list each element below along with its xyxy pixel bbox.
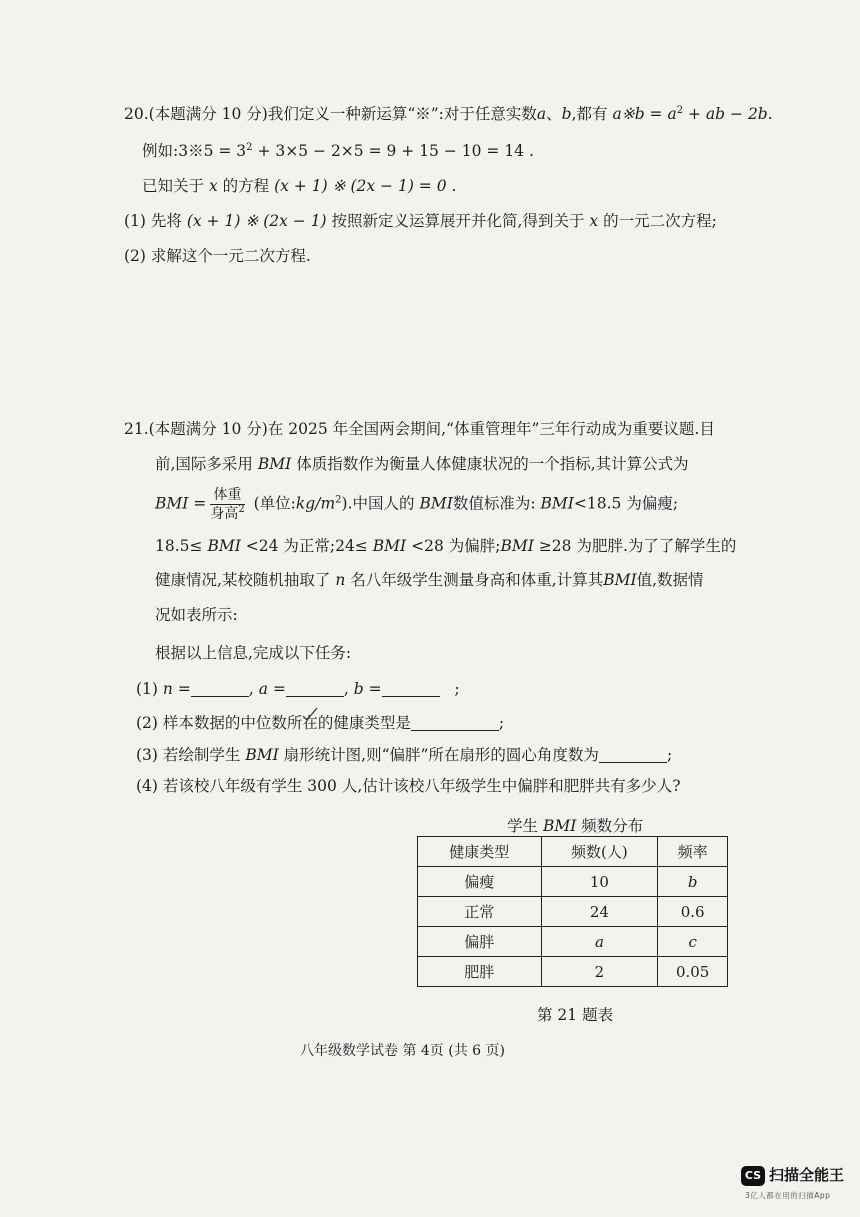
q21-line4: 18.5≤ BMI <24 为正常;24≤ BMI <28 为偏胖;BMI ≥28 为肥胖.为了了解学生的 [155, 537, 737, 555]
page-footer: 八年级数学试卷 第 4页 (共 6 页) [300, 1043, 505, 1059]
table-header-cell: 频数(人) [541, 837, 658, 867]
camscanner-name: 扫描全能王 [769, 1166, 845, 1184]
q21-tasks-intro: 根据以上信息,完成以下任务: [155, 644, 352, 662]
answer-blank-n [191, 680, 249, 697]
answer-blank-angle [599, 746, 667, 763]
table-cell: 0.05 [658, 957, 728, 987]
q21-line5: 健康情况,某校随机抽取了 n 名八年级学生测量身高和体重,计算其BMI值,数据情 [155, 571, 704, 589]
q21-line6: 况如表所示: [155, 606, 238, 624]
table-cell: 肥胖 [418, 957, 542, 987]
table-caption: 第 21 题表 [537, 1006, 614, 1024]
table-row [418, 957, 728, 987]
q21-task3: (3) 若绘制学生 BMI 扇形统计图,则“偏胖”所在扇形的圆心角度数为 ; [136, 746, 673, 764]
camscanner-logo: CS [741, 1166, 765, 1186]
bmi-frequency-table [417, 836, 728, 987]
answer-blank-b [382, 680, 440, 697]
table-cell: 正常 [418, 897, 542, 927]
table-cell: b [658, 867, 728, 897]
table-header-row [418, 837, 728, 867]
table-cell: 2 [541, 957, 658, 987]
table-title: 学生 BMI 频数分布 [507, 817, 644, 835]
q20-given: 已知关于 x 的方程 (x + 1) ※ (2x − 1) = 0 . [142, 177, 457, 195]
answer-blank-a [286, 680, 344, 697]
table-cell: 0.6 [658, 897, 728, 927]
answer-blank-type [411, 714, 499, 731]
q20-example: 例如:3※5 = $3^2 + 3\times 5 - 2\times 5 = 9 + 15 - 10 = 14$ . [142, 142, 534, 160]
table-cell: 10 [541, 867, 658, 897]
q21-task1: (1) n = , a = , b = ; [136, 680, 460, 698]
table-cell: a [541, 927, 658, 957]
q20-sub2: (2) 求解这个一元二次方程. [124, 247, 311, 265]
table-header-cell: 健康类型 [418, 837, 542, 867]
table-cell: 偏胖 [418, 927, 542, 957]
pen-tick-mark [302, 707, 318, 721]
q20-heading: 20.(本题满分 10 分)我们定义一种新运算“※”:对于任意实数a、b,都有 a※b = $a^2$ + ab − 2b. [124, 105, 773, 123]
camscanner-tagline: 3亿人都在用的扫描App [745, 1191, 831, 1200]
bmi-fraction: $\frac{\text{体重}}{身高^2}$ [210, 487, 245, 522]
q21-task2: (2) 样本数据的中位数所在的健康类型是 ; [136, 714, 505, 732]
q21-heading: 21.(本题满分 10 分)在 2025 年全国两会期间,“体重管理年”三年行动成为重要议题.目 [124, 420, 715, 438]
q21-line2: 前,国际多采用 BMI 体质指数作为衡量人体健康状况的一个指标,其计算公式为 [155, 455, 689, 473]
q21-formula-line: BMI = $\frac{\text{体重}}{身高^2}$ (单位$:kg/m^2$).中国人的 BMI数值标准为: BMI<18.5 为偏瘦; [155, 487, 679, 522]
table-cell: c [658, 927, 728, 957]
q20-sub1: (1) 先将 (x + 1) ※ (2x − 1) 按照新定义运算展开并化简,得到关于 x 的一元二次方程; [124, 212, 717, 230]
table-cell: 24 [541, 897, 658, 927]
table-row [418, 867, 728, 897]
q21-task4: (4) 若该校八年级有学生 300 人,估计该校八年级学生中偏胖和肥胖共有多少人? [136, 777, 681, 795]
table-row [418, 897, 728, 927]
table-row [418, 927, 728, 957]
table-header-cell: 频率 [658, 837, 728, 867]
table-cell: 偏瘦 [418, 867, 542, 897]
